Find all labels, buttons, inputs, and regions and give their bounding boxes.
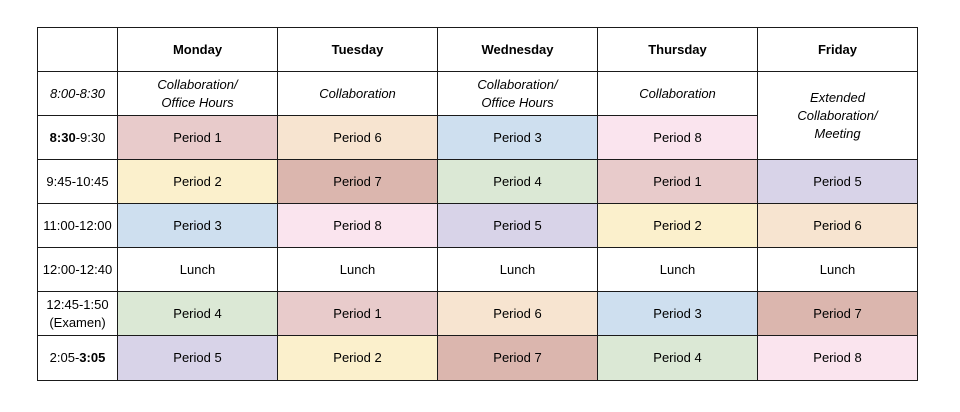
period-cell: Period 1 — [118, 116, 278, 160]
period-cell: Period 5 — [758, 160, 918, 204]
slot-cell-friday-extended — [758, 72, 918, 160]
time-row-6 — [38, 336, 918, 381]
lunch-cell: Lunch — [118, 248, 278, 292]
period-cell: Period 7 — [278, 160, 438, 204]
slot-cell-monday — [118, 72, 278, 116]
time-start: 2:05- — [49, 350, 80, 365]
period-cell: Period 8 — [278, 204, 438, 248]
period-cell: Period 8 — [598, 116, 758, 160]
time-row-2 — [38, 160, 918, 204]
period-cell: Period 1 — [278, 292, 438, 336]
period-cell: Period 5 — [438, 204, 598, 248]
slot-cell-thursday: Collaboration — [598, 72, 758, 116]
lunch-cell: Lunch — [438, 248, 598, 292]
time-row-3 — [38, 204, 918, 248]
period-cell: Period 6 — [278, 116, 438, 160]
slot-line: Collaboration/ — [797, 107, 878, 123]
time-cell — [38, 292, 118, 336]
period-cell: Period 4 — [598, 336, 758, 381]
slot-line: Extended — [810, 89, 865, 105]
slot-line: Collaboration/ — [477, 76, 558, 92]
time-row-0 — [38, 72, 918, 116]
period-cell: Period 3 — [118, 204, 278, 248]
time-cell: 8:00-8:30 — [38, 72, 118, 116]
header-row — [38, 28, 918, 72]
corner-cell — [38, 28, 118, 72]
period-cell: Period 5 — [118, 336, 278, 381]
schedule-table — [37, 27, 918, 381]
slot-cell-tuesday: Collaboration — [278, 72, 438, 116]
period-cell: Period 6 — [438, 292, 598, 336]
time-row-5 — [38, 292, 918, 336]
period-cell: Period 2 — [278, 336, 438, 381]
slot-cell-wednesday — [438, 72, 598, 116]
slot-line: Collaboration/ — [157, 76, 238, 92]
time-end: -9:30 — [75, 129, 106, 145]
time-range: 12:45-1:50 — [46, 296, 109, 312]
time-end: 3:05 — [79, 350, 106, 365]
time-cell: 11:00-12:00 — [38, 204, 118, 248]
day-header-tuesday: Tuesday — [278, 28, 438, 72]
period-cell: Period 8 — [758, 336, 918, 381]
period-cell: Period 3 — [438, 116, 598, 160]
time-cell — [38, 336, 118, 381]
day-header-monday: Monday — [118, 28, 278, 72]
period-cell: Period 7 — [758, 292, 918, 336]
day-header-wednesday: Wednesday — [438, 28, 598, 72]
period-cell: Period 2 — [598, 204, 758, 248]
period-cell: Period 2 — [118, 160, 278, 204]
time-cell: 12:00-12:40 — [38, 248, 118, 292]
lunch-cell: Lunch — [758, 248, 918, 292]
period-cell: Period 4 — [118, 292, 278, 336]
period-cell: Period 3 — [598, 292, 758, 336]
time-start: 8:30 — [49, 129, 76, 145]
period-cell: Period 6 — [758, 204, 918, 248]
time-cell: 9:45-10:45 — [38, 160, 118, 204]
period-cell: Period 1 — [598, 160, 758, 204]
slot-line: Meeting — [814, 125, 861, 141]
period-cell: Period 7 — [438, 336, 598, 381]
time-note: (Examen) — [49, 314, 106, 330]
time-row-4 — [38, 248, 918, 292]
day-header-friday: Friday — [758, 28, 918, 72]
day-header-thursday: Thursday — [598, 28, 758, 72]
lunch-cell: Lunch — [598, 248, 758, 292]
period-cell: Period 4 — [438, 160, 598, 204]
slot-line: Office Hours — [481, 94, 554, 110]
slot-line: Office Hours — [161, 94, 234, 110]
time-cell — [38, 116, 118, 160]
lunch-cell: Lunch — [278, 248, 438, 292]
